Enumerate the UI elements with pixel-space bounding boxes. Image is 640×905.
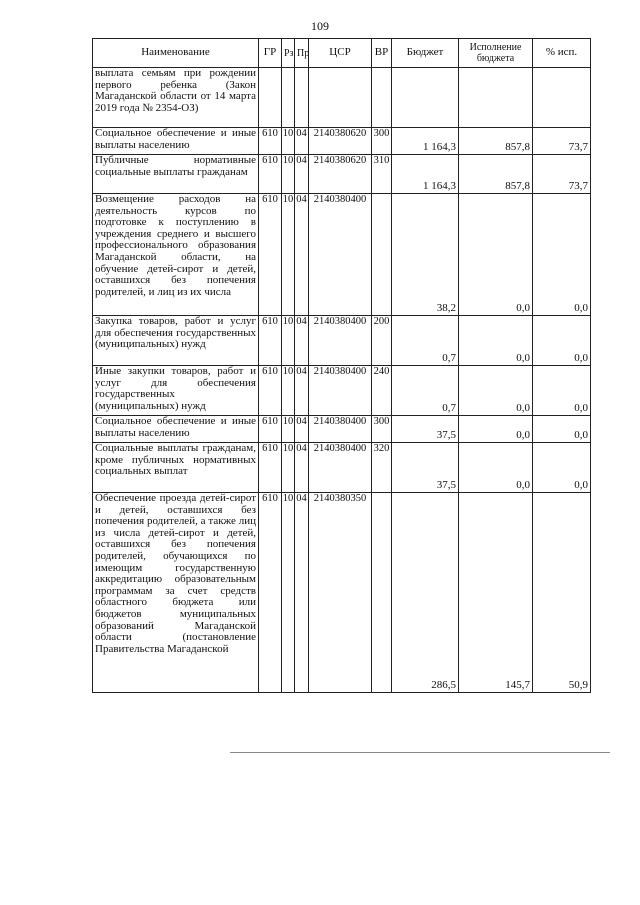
header-pr: Пр	[295, 39, 309, 68]
row-name: Иные закупки товаров, работ и услуг для обеспечения государственных (муниципальных) нужд	[93, 366, 259, 416]
row-pr: 04	[295, 416, 309, 443]
row-rz: 10	[282, 416, 295, 443]
header-percent: % исп.	[533, 39, 591, 68]
row-pr: 04	[295, 493, 309, 693]
row-gr: 610	[259, 443, 282, 493]
row-budget: 286,5	[392, 493, 459, 693]
row-percent	[533, 68, 591, 128]
row-budget: 38,2	[392, 194, 459, 316]
row-name: Социальные выплаты гражданам, кроме публичных нормативных социальных выплат	[93, 443, 259, 493]
row-csr: 2140380400	[309, 194, 372, 316]
row-rz: 10	[282, 194, 295, 316]
row-gr: 610	[259, 194, 282, 316]
budget-table	[92, 38, 591, 693]
table-row	[93, 493, 591, 693]
row-rz	[282, 68, 295, 128]
row-percent: 0,0	[533, 366, 591, 416]
row-execution: 857,8	[459, 128, 533, 155]
row-vr: 320	[372, 443, 392, 493]
row-rz: 10	[282, 316, 295, 366]
row-gr: 610	[259, 316, 282, 366]
table-row	[93, 194, 591, 316]
row-percent: 50,9	[533, 493, 591, 693]
page-number: 109	[311, 19, 329, 33]
header-rz: Рз	[282, 39, 295, 68]
row-pr	[295, 68, 309, 128]
row-csr: 2140380400	[309, 316, 372, 366]
row-csr: 2140380400	[309, 443, 372, 493]
table-row	[93, 128, 591, 155]
table-row	[93, 68, 591, 128]
row-percent: 0,0	[533, 194, 591, 316]
header-csr: ЦСР	[309, 39, 372, 68]
header-gr: ГР	[259, 39, 282, 68]
row-budget: 1 164,3	[392, 128, 459, 155]
row-percent: 73,7	[533, 155, 591, 194]
row-percent: 0,0	[533, 416, 591, 443]
row-rz: 10	[282, 493, 295, 693]
row-csr: 2140380400	[309, 416, 372, 443]
row-vr: 200	[372, 316, 392, 366]
row-name: Публичные нормативные социальные выплаты гражданам	[93, 155, 259, 194]
row-csr: 2140380620	[309, 155, 372, 194]
row-pr: 04	[295, 155, 309, 194]
row-vr	[372, 194, 392, 316]
row-vr: 300	[372, 128, 392, 155]
row-percent: 0,0	[533, 316, 591, 366]
row-rz: 10	[282, 128, 295, 155]
row-vr: 240	[372, 366, 392, 416]
row-budget: 1 164,3	[392, 155, 459, 194]
row-vr: 300	[372, 416, 392, 443]
page-bottom-divider	[230, 752, 610, 753]
row-gr: 610	[259, 128, 282, 155]
row-gr	[259, 68, 282, 128]
row-execution: 0,0	[459, 443, 533, 493]
row-pr: 04	[295, 194, 309, 316]
row-vr: 310	[372, 155, 392, 194]
table-row	[93, 155, 591, 194]
row-gr: 610	[259, 155, 282, 194]
table-row	[93, 316, 591, 366]
row-rz: 10	[282, 366, 295, 416]
header-vr: ВР	[372, 39, 392, 68]
row-name: Социальное обеспечение и иные выплаты населению	[93, 416, 259, 443]
row-name: Социальное обеспечение и иные выплаты населению	[93, 128, 259, 155]
row-pr: 04	[295, 443, 309, 493]
header-row	[93, 39, 591, 68]
row-vr	[372, 493, 392, 693]
row-budget: 37,5	[392, 416, 459, 443]
row-budget: 0,7	[392, 366, 459, 416]
row-budget: 0,7	[392, 316, 459, 366]
row-name: Обеспечение проезда детей-сирот и детей, оставшихся без попечения родителей, а также лиц из числа детей-сирот и детей, оставшихся без попечения родителей, обучающихся по имеющим государственную аккредитацию образовательным программам за счет средств областного бюджета или бюджетов муниципальных образований Магаданской области (постановление Правительства Магаданской	[93, 493, 259, 693]
header-execution: Исполнение бюджета	[459, 39, 533, 68]
row-execution: 0,0	[459, 366, 533, 416]
row-csr: 2140380400	[309, 366, 372, 416]
row-pr: 04	[295, 366, 309, 416]
row-percent: 0,0	[533, 443, 591, 493]
row-execution: 857,8	[459, 155, 533, 194]
header-name: Наименование	[93, 39, 259, 68]
row-budget	[392, 68, 459, 128]
table-row	[93, 416, 591, 443]
row-gr: 610	[259, 493, 282, 693]
row-execution: 0,0	[459, 316, 533, 366]
row-percent: 73,7	[533, 128, 591, 155]
row-rz: 10	[282, 155, 295, 194]
row-csr	[309, 68, 372, 128]
row-name: Возмещение расходов на деятельность курсов по подготовке к поступлению в учреждения среднего и высшего профессионального образования Магаданской области, на обучение детей-сирот и детей, оставшихся без попечения родителей, и лиц из их числа	[93, 194, 259, 316]
row-csr: 2140380350	[309, 493, 372, 693]
row-execution: 0,0	[459, 194, 533, 316]
header-budget: Бюджет	[392, 39, 459, 68]
row-gr: 610	[259, 366, 282, 416]
row-gr: 610	[259, 416, 282, 443]
row-name: Закупка товаров, работ и услуг для обеспечения государственных (муниципальных) нужд	[93, 316, 259, 366]
table-row	[93, 443, 591, 493]
table-row	[93, 366, 591, 416]
row-rz: 10	[282, 443, 295, 493]
row-execution: 0,0	[459, 416, 533, 443]
row-pr: 04	[295, 316, 309, 366]
row-name: выплата семьям при рождении первого ребенка (Закон Магаданской области от 14 марта 2019 года № 2354-ОЗ)	[93, 68, 259, 128]
row-csr: 2140380620	[309, 128, 372, 155]
row-execution	[459, 68, 533, 128]
row-vr	[372, 68, 392, 128]
row-pr: 04	[295, 128, 309, 155]
row-execution: 145,7	[459, 493, 533, 693]
row-budget: 37,5	[392, 443, 459, 493]
